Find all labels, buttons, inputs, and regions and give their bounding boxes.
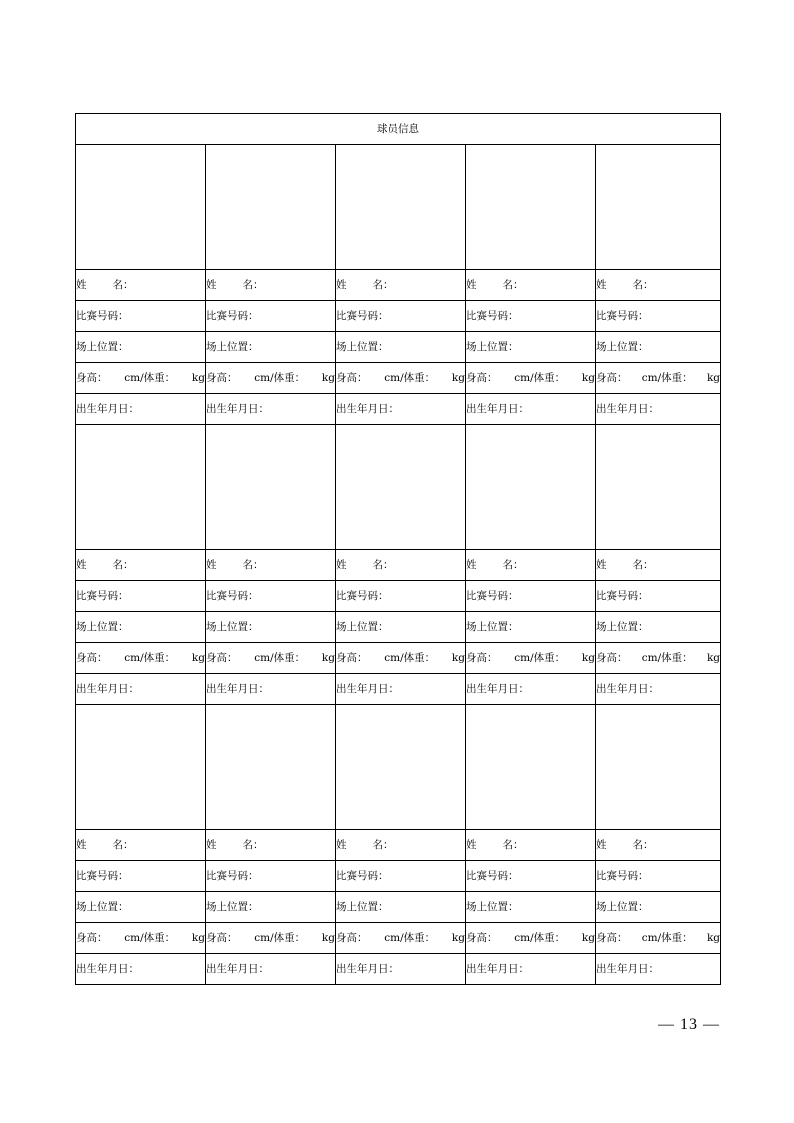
- name-label-b: 名：: [242, 558, 264, 571]
- player-height-weight-field: [596, 923, 721, 954]
- kg-label: kg: [706, 931, 721, 944]
- name-label-a: 姓: [206, 278, 217, 291]
- kg-label: kg: [191, 651, 205, 664]
- cm-weight-label: cm/体重：: [641, 651, 693, 664]
- position-label: 场上位置：: [596, 340, 649, 353]
- player-name-field: [336, 830, 466, 861]
- player-photo-area: [466, 145, 596, 270]
- player-birthdate-field: [76, 954, 206, 985]
- player-position-field: [206, 612, 336, 643]
- name-label-b: 名：: [502, 278, 524, 291]
- player-number-field: [466, 861, 596, 892]
- player-photo-area: [76, 145, 206, 270]
- player-height-weight-field: [76, 363, 206, 394]
- cm-weight-label: cm/体重：: [514, 371, 566, 384]
- birthdate-label: 出生年月日：: [336, 402, 399, 415]
- player-position-field: [336, 332, 466, 363]
- name-label-b: 名：: [372, 838, 394, 851]
- player-name-field: [76, 550, 206, 581]
- cm-weight-label: cm/体重：: [124, 651, 176, 664]
- position-label: 场上位置：: [336, 900, 389, 913]
- player-name-field: [466, 830, 596, 861]
- player-name-field: [466, 550, 596, 581]
- position-label: 场上位置：: [76, 620, 129, 633]
- player-name-field: [336, 550, 466, 581]
- kg-label: kg: [321, 651, 335, 664]
- player-position-field: [206, 892, 336, 923]
- player-photo-area: [596, 145, 721, 270]
- player-birthdate-field: [206, 674, 336, 705]
- player-photo-area: [206, 145, 336, 270]
- cm-weight-label: cm/体重：: [254, 371, 306, 384]
- player-position-field: [76, 332, 206, 363]
- player-name-field: [76, 270, 206, 301]
- height-label: 身高：: [76, 931, 108, 944]
- birthdate-label: 出生年月日：: [596, 962, 659, 975]
- name-label-a: 姓: [206, 558, 217, 571]
- name-label-b: 名：: [632, 558, 654, 571]
- number-label: 比赛号码：: [466, 589, 519, 602]
- number-label: 比赛号码：: [466, 309, 519, 322]
- kg-label: kg: [191, 371, 205, 384]
- position-label: 场上位置：: [206, 620, 259, 633]
- number-label: 比赛号码：: [596, 309, 649, 322]
- player-photo-area: [596, 705, 721, 830]
- kg-label: kg: [581, 371, 595, 384]
- player-height-weight-field: [336, 643, 466, 674]
- player-birthdate-field: [466, 674, 596, 705]
- player-position-field: [466, 892, 596, 923]
- player-number-field: [596, 861, 721, 892]
- number-label: 比赛号码：: [206, 309, 259, 322]
- cm-weight-label: cm/体重：: [384, 651, 436, 664]
- birthdate-label: 出生年月日：: [336, 682, 399, 695]
- player-number-field: [76, 301, 206, 332]
- name-label-a: 姓: [76, 838, 87, 851]
- player-number-field: [596, 301, 721, 332]
- player-photo-area: [206, 425, 336, 550]
- name-label-a: 姓: [76, 278, 87, 291]
- name-label-b: 名：: [242, 278, 264, 291]
- position-label: 场上位置：: [336, 620, 389, 633]
- number-label: 比赛号码：: [596, 869, 649, 882]
- position-label: 场上位置：: [466, 900, 519, 913]
- name-label-a: 姓: [596, 558, 607, 571]
- player-position-field: [206, 332, 336, 363]
- birthdate-label: 出生年月日：: [76, 402, 139, 415]
- name-label-b: 名：: [632, 838, 654, 851]
- player-height-weight-field: [206, 643, 336, 674]
- cm-weight-label: cm/体重：: [514, 931, 566, 944]
- player-photo-area: [76, 425, 206, 550]
- name-label-b: 名：: [502, 838, 524, 851]
- player-height-weight-field: [466, 923, 596, 954]
- player-position-field: [76, 892, 206, 923]
- position-label: 场上位置：: [76, 340, 129, 353]
- name-label-b: 名：: [632, 278, 654, 291]
- player-height-weight-field: [466, 363, 596, 394]
- kg-label: kg: [321, 931, 335, 944]
- height-label: 身高：: [596, 931, 628, 944]
- player-name-field: [596, 830, 721, 861]
- player-photo-area: [336, 705, 466, 830]
- height-label: 身高：: [596, 651, 628, 664]
- number-label: 比赛号码：: [76, 869, 129, 882]
- player-photo-area: [76, 705, 206, 830]
- name-label-a: 姓: [76, 558, 87, 571]
- number-label: 比赛号码：: [76, 309, 129, 322]
- height-label: 身高：: [466, 651, 498, 664]
- page-number: — 13 —: [658, 1016, 720, 1033]
- player-position-field: [596, 892, 721, 923]
- player-height-weight-field: [76, 923, 206, 954]
- player-birthdate-field: [466, 954, 596, 985]
- cm-weight-label: cm/体重：: [641, 931, 693, 944]
- player-position-field: [76, 612, 206, 643]
- height-label: 身高：: [596, 371, 628, 384]
- birthdate-label: 出生年月日：: [206, 962, 269, 975]
- player-name-field: [466, 270, 596, 301]
- position-label: 场上位置：: [596, 620, 649, 633]
- name-label-a: 姓: [336, 838, 347, 851]
- player-number-field: [336, 861, 466, 892]
- player-photo-area: [596, 425, 721, 550]
- player-height-weight-field: [336, 923, 466, 954]
- player-height-weight-field: [596, 363, 721, 394]
- player-height-weight-field: [466, 643, 596, 674]
- number-label: 比赛号码：: [336, 869, 389, 882]
- kg-label: kg: [706, 651, 721, 664]
- number-label: 比赛号码：: [206, 589, 259, 602]
- player-number-field: [466, 581, 596, 612]
- number-label: 比赛号码：: [596, 589, 649, 602]
- player-birthdate-field: [76, 674, 206, 705]
- cm-weight-label: cm/体重：: [254, 651, 306, 664]
- player-name-field: [206, 830, 336, 861]
- player-height-weight-field: [596, 643, 721, 674]
- player-number-field: [76, 581, 206, 612]
- player-info-form: [75, 113, 720, 985]
- cm-weight-label: cm/体重：: [384, 931, 436, 944]
- name-label-b: 名：: [112, 278, 134, 291]
- player-name-field: [596, 550, 721, 581]
- player-number-field: [76, 861, 206, 892]
- birthdate-label: 出生年月日：: [466, 682, 529, 695]
- player-birthdate-field: [596, 674, 721, 705]
- name-label-a: 姓: [596, 838, 607, 851]
- position-label: 场上位置：: [466, 340, 519, 353]
- cm-weight-label: cm/体重：: [124, 931, 176, 944]
- player-photo-area: [466, 705, 596, 830]
- player-birthdate-field: [76, 394, 206, 425]
- height-label: 身高：: [76, 651, 108, 664]
- player-height-weight-field: [336, 363, 466, 394]
- player-birthdate-field: [336, 954, 466, 985]
- player-height-weight-field: [206, 923, 336, 954]
- birthdate-label: 出生年月日：: [206, 682, 269, 695]
- height-label: 身高：: [336, 651, 368, 664]
- number-label: 比赛号码：: [76, 589, 129, 602]
- player-number-field: [206, 861, 336, 892]
- kg-label: kg: [581, 651, 595, 664]
- name-label-b: 名：: [372, 558, 394, 571]
- name-label-a: 姓: [466, 558, 477, 571]
- height-label: 身高：: [206, 651, 238, 664]
- player-birthdate-field: [206, 954, 336, 985]
- birthdate-label: 出生年月日：: [206, 402, 269, 415]
- player-number-field: [206, 301, 336, 332]
- kg-label: kg: [706, 371, 721, 384]
- birthdate-label: 出生年月日：: [336, 962, 399, 975]
- player-photo-area: [206, 705, 336, 830]
- kg-label: kg: [451, 371, 465, 384]
- player-name-field: [336, 270, 466, 301]
- player-photo-area: [336, 145, 466, 270]
- name-label-b: 名：: [242, 838, 264, 851]
- kg-label: kg: [451, 931, 465, 944]
- cm-weight-label: cm/体重：: [124, 371, 176, 384]
- player-number-field: [336, 581, 466, 612]
- height-label: 身高：: [466, 931, 498, 944]
- player-name-field: [596, 270, 721, 301]
- birthdate-label: 出生年月日：: [76, 682, 139, 695]
- player-number-field: [206, 581, 336, 612]
- player-birthdate-field: [336, 394, 466, 425]
- player-number-field: [336, 301, 466, 332]
- kg-label: kg: [451, 651, 465, 664]
- name-label-a: 姓: [466, 838, 477, 851]
- player-height-weight-field: [206, 363, 336, 394]
- player-position-field: [336, 892, 466, 923]
- player-birthdate-field: [336, 674, 466, 705]
- height-label: 身高：: [336, 371, 368, 384]
- position-label: 场上位置：: [206, 900, 259, 913]
- player-position-field: [466, 612, 596, 643]
- height-label: 身高：: [206, 931, 238, 944]
- name-label-b: 名：: [112, 558, 134, 571]
- player-name-field: [206, 550, 336, 581]
- name-label-b: 名：: [502, 558, 524, 571]
- cm-weight-label: cm/体重：: [514, 651, 566, 664]
- position-label: 场上位置：: [336, 340, 389, 353]
- name-label-a: 姓: [336, 558, 347, 571]
- birthdate-label: 出生年月日：: [76, 962, 139, 975]
- birthdate-label: 出生年月日：: [466, 402, 529, 415]
- player-name-field: [206, 270, 336, 301]
- name-label-b: 名：: [112, 838, 134, 851]
- name-label-a: 姓: [466, 278, 477, 291]
- player-birthdate-field: [206, 394, 336, 425]
- name-label-a: 姓: [596, 278, 607, 291]
- name-label-a: 姓: [206, 838, 217, 851]
- player-position-field: [336, 612, 466, 643]
- player-position-field: [596, 612, 721, 643]
- height-label: 身高：: [76, 371, 108, 384]
- birthdate-label: 出生年月日：: [596, 402, 659, 415]
- player-birthdate-field: [596, 954, 721, 985]
- player-info-table: [75, 113, 721, 985]
- name-label-a: 姓: [336, 278, 347, 291]
- player-birthdate-field: [596, 394, 721, 425]
- player-number-field: [596, 581, 721, 612]
- kg-label: kg: [191, 931, 205, 944]
- player-photo-area: [336, 425, 466, 550]
- position-label: 场上位置：: [76, 900, 129, 913]
- cm-weight-label: cm/体重：: [641, 371, 693, 384]
- player-photo-area: [466, 425, 596, 550]
- player-number-field: [466, 301, 596, 332]
- height-label: 身高：: [206, 371, 238, 384]
- player-name-field: [76, 830, 206, 861]
- number-label: 比赛号码：: [336, 309, 389, 322]
- number-label: 比赛号码：: [206, 869, 259, 882]
- height-label: 身高：: [466, 371, 498, 384]
- player-position-field: [596, 332, 721, 363]
- birthdate-label: 出生年月日：: [596, 682, 659, 695]
- cm-weight-label: cm/体重：: [254, 931, 306, 944]
- player-birthdate-field: [466, 394, 596, 425]
- height-label: 身高：: [336, 931, 368, 944]
- kg-label: kg: [321, 371, 335, 384]
- cm-weight-label: cm/体重：: [384, 371, 436, 384]
- birthdate-label: 出生年月日：: [466, 962, 529, 975]
- player-position-field: [466, 332, 596, 363]
- player-height-weight-field: [76, 643, 206, 674]
- position-label: 场上位置：: [466, 620, 519, 633]
- number-label: 比赛号码：: [336, 589, 389, 602]
- position-label: 场上位置：: [206, 340, 259, 353]
- name-label-b: 名：: [372, 278, 394, 291]
- position-label: 场上位置：: [596, 900, 649, 913]
- kg-label: kg: [581, 931, 595, 944]
- number-label: 比赛号码：: [466, 869, 519, 882]
- table-title: 球员信息: [76, 114, 721, 145]
